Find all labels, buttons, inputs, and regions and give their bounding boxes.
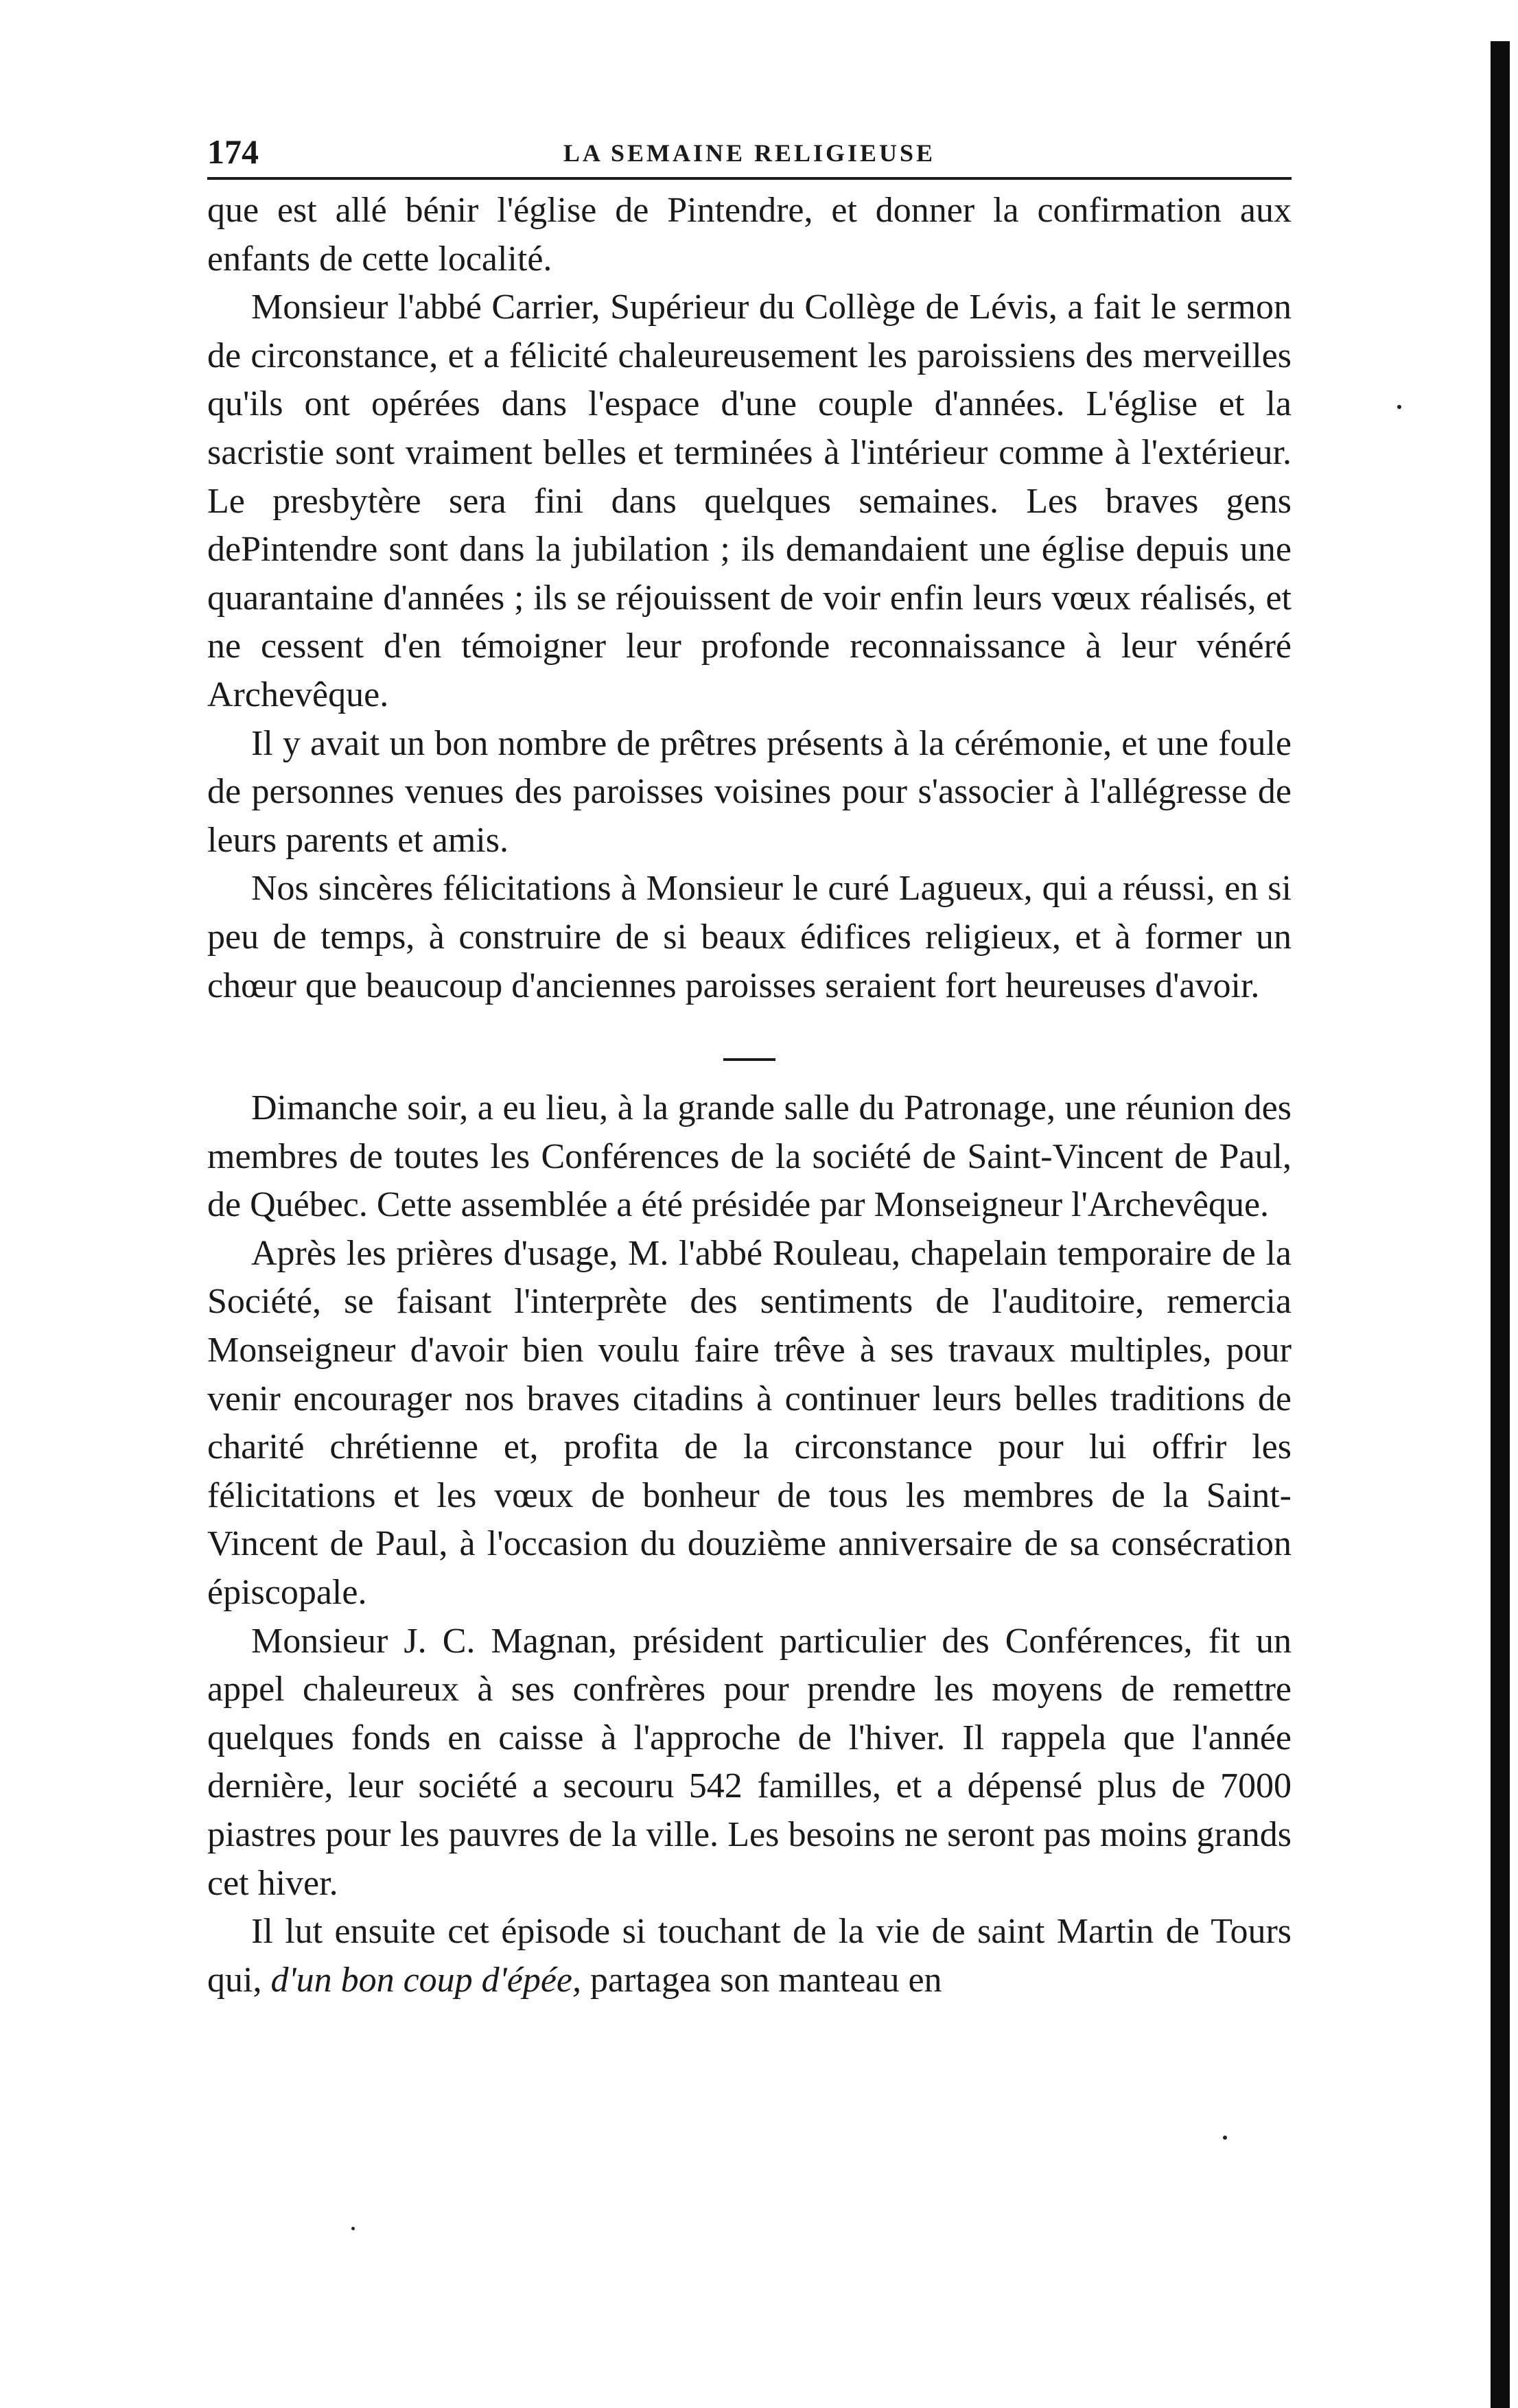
paragraph: Monsieur l'abbé Carrier, Supérieur du Collège de Lévis, a fait le sermon de circonstance, et a félicité chaleureusement les paroissiens des merveilles qu'ils ont opérées dans l'espace d'une couple d'années. L'église et la sacristie sont vraiment belles et terminées à l'intérieur comme à l'extérieur. Le presbytère sera fini dans quelques semaines. Les braves gens dePintendre sont dans la jubilation ; ils demandaient une église depuis une quarantaine d'années ; ils se réjouissent de voir enfin leurs vœux réalisés, et ne cessent d'en témoigner leur profonde reconnaissance à leur vénéré Archevêque. xyxy=(207,288,1292,714)
scan-speck xyxy=(1223,2136,1227,2140)
book-spine-edge xyxy=(1491,41,1510,2408)
scan-speck xyxy=(1397,405,1401,409)
page-number: 174 xyxy=(207,132,259,171)
page-header xyxy=(207,129,1292,180)
paragraph: Il y avait un bon nombre de prêtres présents à la cérémonie, et une foule de personnes venues des paroisses voisines pour s'associer à l'allégresse de leurs parents et amis. xyxy=(207,723,1292,860)
paragraph xyxy=(207,1908,1292,2004)
scan-speck xyxy=(351,2227,355,2230)
article-saint-vincent-de-paul xyxy=(207,1084,1292,2004)
paragraph: Nos sincères félicitations à Monsieur le curé Lagueux, qui a réussi, en si peu de temps, à construire de si beaux édifices religieux, et à former un chœur que beaucoup d'anciennes paroisses seraient fort heureuses d'avoir. xyxy=(207,869,1292,1005)
article-pintendre xyxy=(207,187,1292,1010)
book-page xyxy=(207,129,1292,2004)
paragraph: Après les prières d'usage, M. l'abbé Rouleau, chapelain temporaire de la Société, se faisant l'interprète des sentiments de l'auditoire, remercia Monseigneur d'avoir bien voulu faire trêve à ses travaux multiples, pour venir encourager nos braves citadins à continuer leurs belles traditions de charité chrétienne et, profita de la circonstance pour lui offrir les félicitations et les vœux de bonheur de tous les membres de la Saint-Vincent de Paul, à l'occasion du douzième anniversaire de sa consécration épiscopale. xyxy=(207,1233,1292,1613)
italic-phrase: d'un bon coup d'épée, xyxy=(270,1960,582,2000)
running-title: LA SEMAINE RELIGIEUSE xyxy=(563,139,936,167)
page-body xyxy=(207,187,1292,2004)
paragraph: que est allé bénir l'église de Pintendre, et donner la confirmation aux enfants de cette localité. xyxy=(207,191,1292,279)
paragraph-text: Il lut ensuite cet épisode si touchant de la vie de saint Martin de Tours qui, xyxy=(207,1912,1292,2000)
paragraph-text: partagea son manteau en xyxy=(581,1960,942,2000)
section-separator xyxy=(723,1058,775,1061)
paragraph: Monsieur J. C. Magnan, président particulier des Conférences, fit un appel chaleureux à ses confrères pour prendre les moyens de remettre quelques fonds en caisse à l'approche de l'hiver. Il rappela que l'année dernière, leur société a secouru 542 familles, et a dépensé plus de 7000 piastres pour les pauvres de la ville. Les besoins ne seront pas moins grands cet hiver. xyxy=(207,1621,1292,1903)
paragraph: Dimanche soir, a eu lieu, à la grande salle du Patronage, une réunion des membres de toutes les Conférences de la société de Saint-Vincent de Paul, de Québec. Cette assemblée a été présidée par Monseigneur l'Archevêque. xyxy=(207,1088,1292,1225)
